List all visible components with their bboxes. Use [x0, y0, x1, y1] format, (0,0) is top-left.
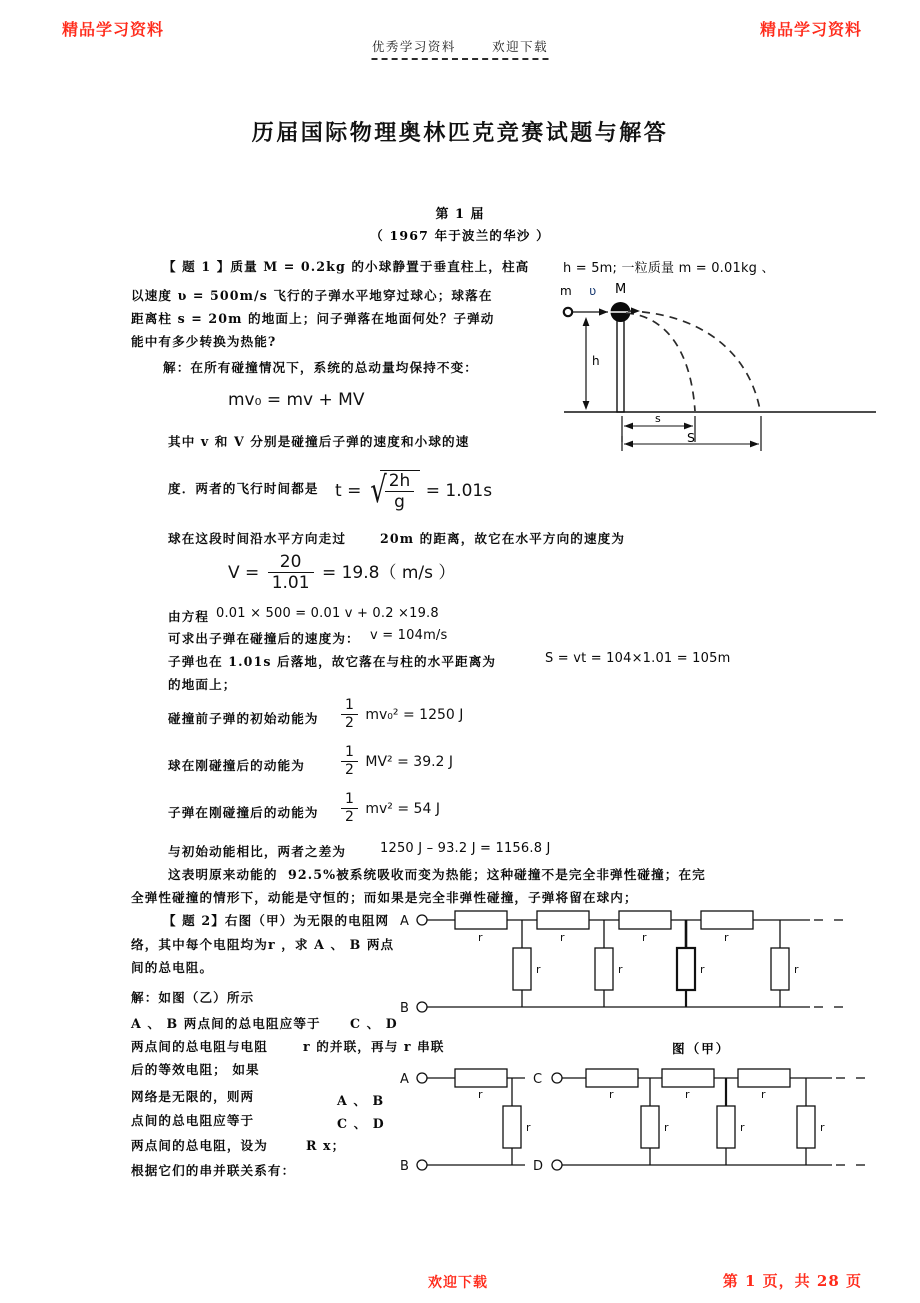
resistor-label: r	[478, 931, 483, 944]
p1-line8a: 球在这段时间沿水平方向走过	[168, 531, 347, 546]
circuit-jia-svg	[400, 903, 915, 1023]
figure1-label-s: s	[655, 412, 661, 425]
ke-before-equation: $\frac{1}{2}$ mv₀² = 1250 J	[338, 698, 463, 732]
figure1-label-S: S	[687, 430, 695, 445]
circuit-jia-terminal-a: A	[400, 914, 409, 929]
circuit-yi-terminal-a: A	[400, 1072, 409, 1087]
figure1-label-h: h	[592, 354, 600, 368]
ke-ball-symbol: MV²	[365, 753, 393, 770]
watermark-right: 精品学习资料	[759, 20, 862, 39]
p1-conclusion-a: 这表明原来动能的	[168, 867, 278, 882]
p2-line9b: C 、 D	[337, 1116, 385, 1131]
p1-line11a: 子弹也在 1.01s 后落地，故它落在与柱的水平距离为	[168, 654, 497, 669]
equation-velocity-V	[228, 553, 455, 593]
eq-v-rhs: = 19.8（ m/s ）	[321, 563, 456, 584]
p1-line9-label: 由方程	[168, 609, 210, 624]
header-divider	[372, 58, 549, 60]
p1-line6: 其中 v 和 V 分别是碰撞后子弹的速度和小球的速	[168, 434, 470, 449]
ke-ball-equation: $\frac{1}{2}$ MV² = 39.2 J	[338, 745, 453, 779]
circuit-yi-terminal-d: D	[533, 1159, 544, 1174]
circuit-jia-terminal-b: B	[400, 1001, 409, 1016]
p2-line2a: 络，其中每个电阻均为	[131, 937, 268, 952]
ke-bullet-equation: $\frac{1}{2}$ mv² = 54 J	[338, 792, 440, 826]
p2-line9a: 点间的总电阻应等于	[131, 1113, 255, 1128]
resistor-label: r	[560, 931, 565, 944]
p2-line10a: 两点间的总电阻，设为	[131, 1138, 268, 1153]
p1-line9-equation: 0.01 × 500 = 0.01 v + 0.2 ×19.8	[216, 606, 439, 621]
section-place: （ 1967 年于波兰的华沙 ）	[370, 228, 550, 243]
p1-line11-equation: S = vt = 104×1.01 = 105m	[545, 651, 731, 666]
ke-bullet-label: 子弹在刚碰撞后的动能为	[168, 805, 319, 820]
p2-line8b: A 、 B	[337, 1093, 385, 1108]
equation-time-lhs: t =	[335, 481, 362, 502]
p1-line8b: 20m 的距离，故它在水平方向的速度为	[380, 531, 626, 546]
p2-line10b: R x；	[306, 1138, 346, 1153]
p2-line2b: r ，求 A 、 B 两点	[268, 937, 395, 952]
watermark-left: 精品学习资料	[62, 20, 165, 39]
resistor-label: r	[761, 1088, 766, 1101]
projectile-diagram-svg	[556, 286, 886, 451]
header-banner-left: 优秀学习资料	[371, 39, 456, 54]
p1-conclusion-c: 全弹性碰撞的情形下，动能是守恒的；而如果是完全非弹性碰撞，子弹将留在球内；	[131, 890, 638, 905]
p2-line6b: r 的并联，再与 r 串联	[303, 1039, 445, 1054]
p2-line11: 根据它们的串并联关系有：	[131, 1163, 296, 1178]
eq-v-numerator: 20	[268, 553, 314, 573]
ke-ball-value: = 39.2 J	[397, 753, 454, 770]
resistor-label: r	[478, 1088, 483, 1101]
eq-time-numerator: 2h	[385, 472, 415, 492]
figure1-label-m: m	[560, 284, 572, 298]
projectile-figure	[556, 282, 886, 451]
sqrt-symbol: √ $\frac{2h}{g}$	[367, 470, 421, 512]
p2-line5a: A 、 B 两点间的总电阻应等于	[131, 1016, 321, 1031]
circuit-jia	[400, 903, 915, 1023]
p1-line10-label: 可求出子弹在碰撞后的速度为：	[168, 631, 360, 646]
ke-diff-value: 1250 J – 93.2 J = 1156.8 J	[380, 841, 551, 856]
resistor-label: r	[794, 963, 799, 976]
header-banner	[0, 36, 920, 55]
resistor-label: r	[526, 1121, 531, 1134]
p1-line4: 能中有多少转换为热能?	[131, 334, 277, 349]
resistor-label: r	[685, 1088, 690, 1101]
circuit-yi-terminal-c: C	[533, 1072, 543, 1087]
p1-line5: 解：在所有碰撞情况下，系统的总动量均保持不变：	[163, 360, 478, 375]
resistor-label: r	[700, 963, 705, 976]
resistor-label: r	[724, 931, 729, 944]
p1-line7: 度．两者的飞行时间都是	[168, 481, 319, 496]
header-banner-right: 欢迎下载	[492, 39, 549, 54]
ke-bullet-symbol: mv²	[365, 800, 393, 817]
p1-line1: 【 题 1 】质量 M = 0.2kg 的小球静置于垂直柱上，柱高	[163, 259, 530, 274]
resistor-label: r	[820, 1121, 825, 1134]
resistor-label: r	[618, 963, 623, 976]
resistor-label: r	[609, 1088, 614, 1101]
resistor-label: r	[642, 931, 647, 944]
ke-ball-label: 球在刚碰撞后的动能为	[168, 758, 305, 773]
eq-v-denominator: 1.01	[271, 573, 310, 594]
p2-line3: 间的总电阻。	[131, 960, 214, 975]
p1-line12: 的地面上；	[168, 677, 237, 692]
circuit-yi-terminal-b: B	[400, 1159, 409, 1174]
resistor-label: r	[536, 963, 541, 976]
p2-line4: 解：如图（乙）所示	[131, 990, 255, 1005]
section-number: 第 1 届	[435, 207, 485, 222]
eq-v-lhs: V =	[228, 563, 260, 584]
footer-left: 欢迎下载	[428, 1275, 488, 1291]
ke-before-symbol: mv₀²	[365, 706, 399, 723]
p1-line2: 以速度 ʋ = 500m/s 飞行的子弹水平地穿过球心；球落在	[131, 288, 493, 303]
circuit-yi-svg	[400, 1068, 915, 1188]
figure1-caption: h = 5m; 一粒质量 m = 0.01kg 、	[563, 261, 775, 276]
circuit-jia-caption: 图（甲）	[672, 1041, 731, 1056]
p2-line6a: 两点间的总电阻与电阻	[131, 1039, 268, 1054]
p2-line8a: 网络是无限的，则两	[131, 1089, 255, 1104]
p1-line10-value: v = 104m/s	[370, 628, 448, 643]
p2-line7: 后的等效电阻； 如果	[131, 1062, 260, 1077]
p2-line5b: C 、 D	[350, 1016, 398, 1031]
page-title: 历届国际物理奥林匹克竞赛试题与解答	[251, 120, 669, 146]
equation-momentum: mv₀ = mv + MV	[228, 390, 365, 410]
p2-line1: 【 题 2】右图（甲）为无限的电阻网	[163, 913, 390, 928]
circuit-yi	[400, 1068, 915, 1188]
figure1-label-velocity: ʋ	[589, 284, 597, 298]
ke-before-label: 碰撞前子弹的初始动能为	[168, 711, 319, 726]
equation-time-rhs: = 1.01s	[425, 481, 493, 502]
eq-time-denominator: g	[394, 492, 405, 513]
figure1-label-M: M	[615, 282, 627, 297]
p1-line3: 距离柱 s = 20m 的地面上；问子弹落在地面何处？子弹动	[131, 311, 495, 326]
resistor-label: r	[740, 1121, 745, 1134]
ke-bullet-value: = 54 J	[397, 800, 440, 817]
p1-conclusion-b: 92.5%被系统吸收而变为热能；这种碰撞不是完全非弹性碰撞；在完	[288, 867, 706, 882]
footer-page-number: 第 1 页，共 28 页	[722, 1272, 862, 1290]
equation-time	[335, 470, 492, 512]
ke-diff-label: 与初始动能相比，两者之差为	[168, 844, 347, 859]
resistor-label: r	[664, 1121, 669, 1134]
ke-before-value: = 1250 J	[402, 706, 464, 723]
